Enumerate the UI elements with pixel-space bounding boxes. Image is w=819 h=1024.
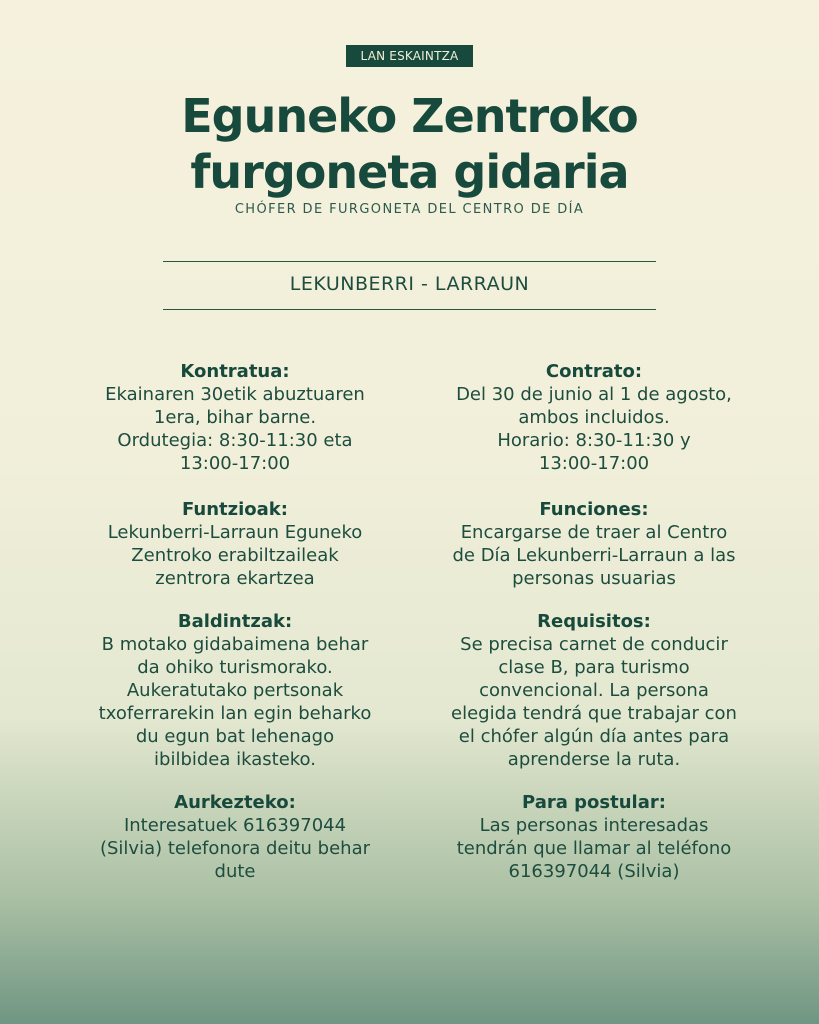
section-heading: Kontratua: xyxy=(180,361,290,382)
section-body: Lekunberri-Larraun Eguneko Zentroko erabiltzaileak zentrora ekartzea xyxy=(107,522,363,589)
page-title xyxy=(0,88,819,200)
section-body: Encargarse de traer al Centro de Día Lekunberri-Larraun a las personas usuarias xyxy=(452,522,736,589)
contract-section-es xyxy=(429,360,759,475)
section-body: Del 30 de junio al 1 de agosto, ambos incluidos. Horario: 8:30-11:30 y 13:00-17:00 xyxy=(456,384,732,474)
section-heading: Requisitos: xyxy=(537,611,651,632)
section-heading: Aurkezteko: xyxy=(174,792,296,813)
contract-section-eu xyxy=(70,360,400,475)
section-heading: Baldintzak: xyxy=(177,611,293,632)
section-body: Interesatuek 616397044 (Silvia) telefonora deitu behar dute xyxy=(99,815,371,882)
basque-column xyxy=(70,360,400,883)
section-heading: Contrato: xyxy=(545,361,643,382)
divider-top xyxy=(163,261,656,262)
section-body: Se precisa carnet de conducir clase B, para turismo convencional. La persona elegida tendrá que trabajar con el chófer algún día antes para aprenderse la ruta. xyxy=(451,634,737,770)
section-body: B motako gidabaimena behar da ohiko turismorako. Aukeratutako pertsonak txoferrarekin lan egin beharko du egun bat lehenago ibilbidea ikasteko. xyxy=(98,634,372,770)
functions-section-eu xyxy=(70,498,400,590)
apply-section-eu xyxy=(70,791,400,883)
location-label: LEKUNBERRI - LARRAUN xyxy=(289,273,530,295)
section-body: Las personas interesadas tendrán que llamar al teléfono 616397044 (Silvia) xyxy=(456,815,732,882)
section-heading: Para postular: xyxy=(522,792,666,813)
spanish-column xyxy=(429,360,759,883)
section-body: Ekainaren 30etik abuztuaren 1era, bihar barne. Ordutegia: 8:30-11:30 eta 13:00-17:00 xyxy=(105,384,365,474)
job-offer-badge: LAN ESKAINTZA xyxy=(346,45,473,67)
requirements-section-es xyxy=(429,610,759,771)
title-line-1: Eguneko Zentroko xyxy=(181,89,638,143)
requirements-section-eu xyxy=(70,610,400,771)
subtitle: CHÓFER DE FURGONETA DEL CENTRO DE DÍA xyxy=(234,202,585,217)
section-heading: Funciones: xyxy=(539,499,649,520)
divider-bottom xyxy=(163,309,656,310)
section-heading: Funtzioak: xyxy=(182,499,288,520)
apply-section-es xyxy=(429,791,759,883)
functions-section-es xyxy=(429,498,759,590)
title-line-2: furgoneta gidaria xyxy=(190,145,629,199)
